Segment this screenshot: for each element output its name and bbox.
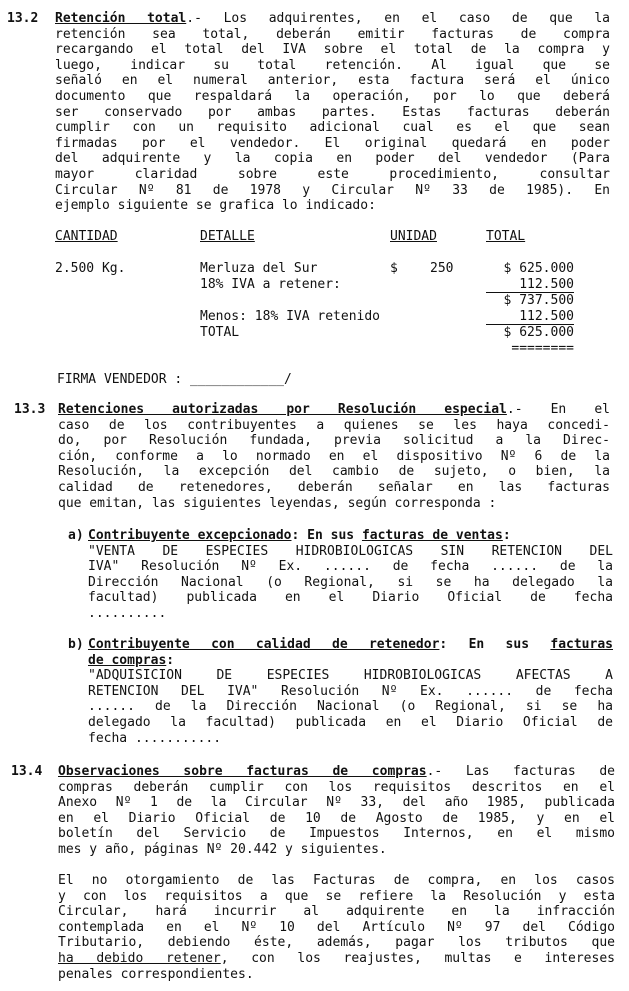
section-13-2-line: ejemplo siguiente se grafica lo indicado: — [55, 198, 376, 214]
table-row: 2.500 Kg. Merluza del Sur $ 250 $ 625.000 — [55, 261, 574, 276]
item-a-line: Dirección Nacional (o Regional, si se ha delegado la — [88, 574, 613, 590]
table-row: TOTAL $ 625.000 — [200, 324, 574, 341]
section-13-2-line: firmadas por el vendedor. El original quedará en poder — [55, 135, 610, 151]
item-b-line: ...... de la Dirección Nacional (o Regional, si se ha — [88, 699, 613, 715]
item-b-line: fecha ........... — [88, 730, 222, 746]
section-13-2-line: luego, indicar su total retención. Al igual que se — [55, 57, 610, 73]
section-13-2 — [55, 11, 610, 214]
section-13-2-line: Circular Nº 81 de 1978 y Circular Nº 33 de 1985). En — [55, 182, 610, 198]
item-a-title: Contribuyente excepcionado — [88, 528, 292, 543]
section-13-3-line: Resolución, la excepción del cambio de sujeto, o bien, la — [58, 464, 610, 480]
item-b: Contribuyente con calidad de retenedor: En sus facturas de compras: "ADQUISICION DE ESPECIES HIDROBIOLOGICAS AFECTAS A RETENCION DEL IVA" Resolución Nº Ex. ...... de fecha ...... de la Dirección Nacional (o Regional, si se ha delegado la facultad) publicada en el Diario Oficial de fecha ........... — [88, 637, 613, 746]
section-13-4 — [58, 764, 615, 858]
signature-line: FIRMA VENDEDOR : ____________/ — [57, 372, 292, 387]
item-a-line: .......... — [88, 605, 167, 621]
paragraph-line: Circular, hará incurrir al adquirente en la infracción — [58, 904, 615, 920]
section-13-2-line: Retención total.- Los adquirentes, en el caso de que la — [55, 11, 610, 26]
section-13-2-line: del adquirente y la copia en poder del vendedor (Para — [55, 151, 610, 167]
invoice-example-table — [55, 229, 574, 357]
table-row: ======== — [511, 340, 574, 356]
table-row: 18% IVA a retener: 112.500 — [200, 276, 574, 292]
paragraph-line: y con los requisitos a que se refiere la Resolución y esta — [58, 888, 615, 904]
underlined-phrase: ha debido retener — [58, 950, 221, 966]
paragraph-line: El no otorgamiento de las Facturas de compra, en los casos — [58, 873, 615, 888]
section-13-2-line: señaló en el numeral anterior, esta factura será el único — [55, 73, 610, 89]
section-13-3-title: Retenciones autorizadas por Resolución especial — [58, 402, 507, 417]
item-a-label: a) — [68, 528, 84, 543]
section-13-4-paragraph-2 — [58, 873, 615, 982]
section-13-3-line: que emitan, las siguientes leyendas, según corresponda : — [58, 495, 497, 511]
item-b-line: delegado la facultad) publicada en el Diario Oficial de — [88, 714, 613, 730]
section-13-2-line: mayor claridad sobre este procedimiento, consultar — [55, 166, 610, 182]
section-13-2-line: cumplir con un requisito adicional cual es el que sean — [55, 120, 610, 136]
section-13-3-line: caso de los contribuyentes a quienes se les haya concedi- — [58, 417, 610, 433]
table-row: Menos: 18% IVA retenido 112.500 — [200, 308, 574, 324]
item-a-line: facultad) publicada en el Diario Oficial de fecha — [88, 590, 613, 606]
section-13-3-line: do, por Resolución fundada, previa solicitud a la Direc- — [58, 433, 610, 449]
section-13-2-number: 13.2 — [7, 11, 39, 26]
item-a-heading: Contribuyente excepcionado: En sus facturas de ventas: — [88, 528, 511, 543]
section-13-4-title: Observaciones sobre facturas de compras — [58, 764, 427, 779]
section-13-4-line: en el Diario Oficial de 10 de Agosto de 1985, y en el — [58, 810, 615, 826]
section-13-3 — [58, 402, 610, 511]
paragraph-line: contemplada en el Nº 10 del Artículo Nº 97 del Código — [58, 919, 615, 935]
section-13-2-line: recargando el total del IVA sobre el total de la compra y — [55, 42, 610, 58]
table-row: $ 737.500 — [503, 293, 574, 309]
section-13-3-number: 13.3 — [14, 402, 46, 417]
section-13-4-line: mes y año, páginas Nº 20.442 y siguientes. — [58, 841, 387, 857]
item-a-line: "VENTA DE ESPECIES HIDROBIOLOGICAS SIN RETENCION DEL — [88, 543, 613, 559]
item-a — [88, 528, 613, 622]
section-13-3-line: Retenciones autorizadas por Resolución especial.- En el — [58, 402, 610, 417]
section-13-2-line: retención sea total, deberán emitir facturas de compra — [55, 26, 610, 42]
header-cantidad: CANTIDAD — [55, 229, 118, 244]
section-13-2-line: documento que respaldará la operación, por lo que deberá — [55, 88, 610, 104]
section-13-2-title: Retención total — [55, 11, 187, 26]
header-unidad: UNIDAD — [390, 229, 437, 244]
header-total: TOTAL — [486, 229, 526, 244]
section-13-4-line: Anexo Nº 1 de la Circular Nº 33, del año 1985, publicada — [58, 795, 615, 811]
section-13-4-line: Observaciones sobre facturas de compras.- Las facturas de — [58, 764, 615, 779]
item-b-label: b) — [68, 637, 84, 652]
item-a-line: IVA" Resolución Nº Ex. ...... de fecha ...... de la — [88, 559, 613, 575]
section-13-3-line: calidad de retenedores, deberán señalar en las facturas — [58, 479, 610, 495]
paragraph-line: penales correspondientes. — [58, 966, 254, 982]
item-b-title: Contribuyente con calidad de retenedor — [88, 637, 440, 652]
section-13-4-line: compras deberán cumplir con los requisitos descritos en el — [58, 779, 615, 795]
section-13-4-line: boletín del Servicio de Impuestos Internos, en el mismo — [58, 826, 615, 842]
section-13-2-line: ser conservado por ambas partes. Estas facturas deberán — [55, 104, 610, 120]
header-detalle: DETALLE — [200, 229, 255, 244]
item-b-line: RETENCION DEL IVA" Resolución Nº Ex. ...... de fecha — [88, 683, 613, 699]
section-13-3-line: ción, conforme a lo normado en el dispositivo Nº 6 de la — [58, 448, 610, 464]
item-b-heading: Contribuyente con calidad de retenedor: En sus facturas — [88, 637, 613, 652]
paragraph-line: Tributario, debiendo éste, además, pagar los tributos que — [58, 935, 615, 951]
paragraph-line: ha debido retener, con los reajustes, multas e intereses — [58, 950, 615, 966]
item-b-line: "ADQUISICION DE ESPECIES HIDROBIOLOGICAS AFECTAS A — [88, 668, 613, 684]
section-13-4-number: 13.4 — [11, 764, 43, 779]
